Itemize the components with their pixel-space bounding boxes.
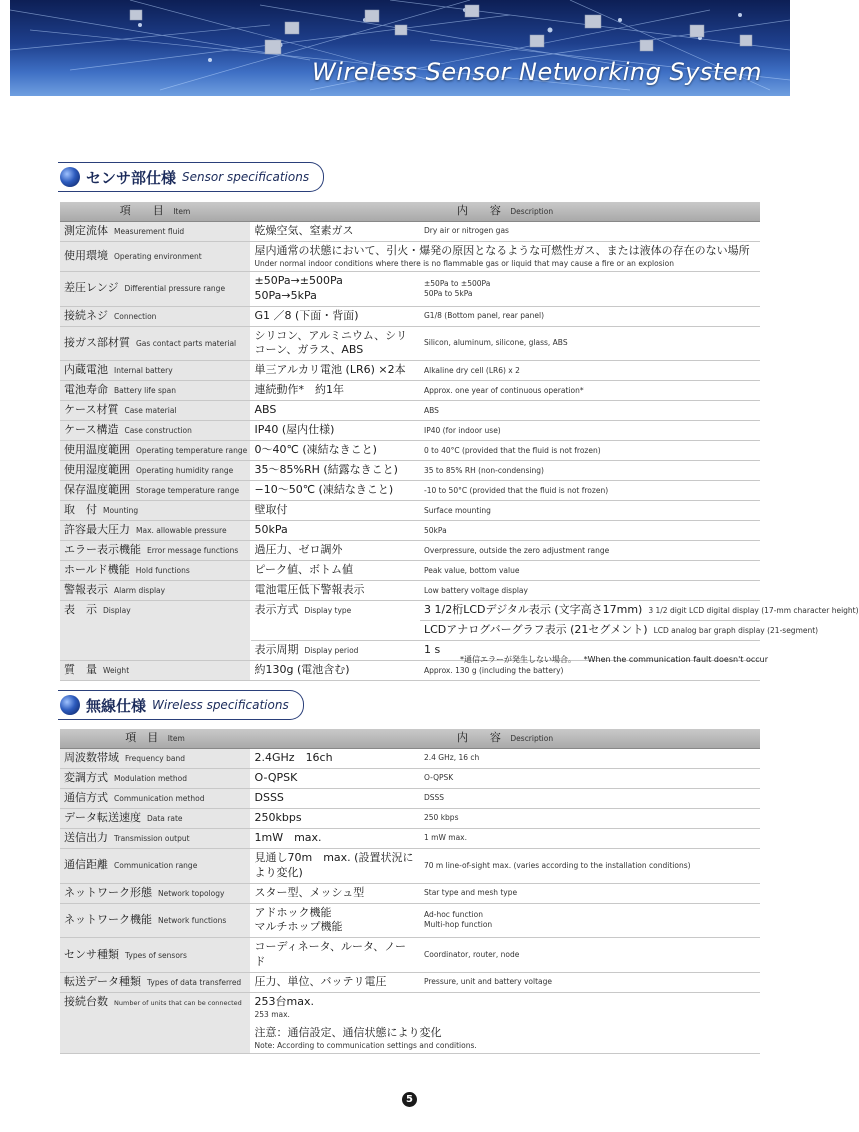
item-label-ja: 使用温度範囲 bbox=[64, 443, 130, 457]
value-en: Coordinator, router, node bbox=[424, 950, 520, 959]
item-label-en: Frequency band bbox=[125, 753, 185, 763]
item-label-en: Differential pressure range bbox=[124, 284, 226, 294]
value-ja-2: 50Pa→5kPa bbox=[254, 288, 317, 302]
item-label-en: Mounting bbox=[103, 506, 139, 516]
table-row bbox=[60, 401, 760, 421]
table-row bbox=[60, 521, 760, 541]
section-title-en: Wireless specifications bbox=[152, 698, 289, 712]
note-en: Note: According to communication settings and conditions. bbox=[254, 1040, 477, 1050]
table-row bbox=[60, 883, 760, 903]
item-label-en: Weight bbox=[103, 666, 130, 676]
col-item-header bbox=[60, 202, 250, 221]
table-row bbox=[60, 828, 760, 848]
item-cell bbox=[60, 401, 250, 421]
value-cell-ja bbox=[250, 481, 420, 501]
item-label-ja: 周波数帯域 bbox=[64, 750, 119, 764]
value-cell-en bbox=[420, 581, 760, 601]
value-cell-en bbox=[420, 808, 760, 828]
value-cell-en bbox=[420, 501, 760, 521]
wireless-spec-table bbox=[60, 729, 760, 1054]
table-row bbox=[60, 441, 760, 461]
display-value-en: LCD analog bar graph display (21-segment) bbox=[653, 626, 819, 636]
display-value-en: 3 1/2 digit LCD digital display (17-mm character height) bbox=[648, 606, 859, 616]
value-en: DSSS bbox=[424, 793, 445, 803]
value-cell-en bbox=[420, 326, 760, 361]
value-ja: ±50Pa→±500Pa bbox=[254, 273, 343, 287]
value-cell-en bbox=[420, 441, 760, 461]
value-cell-en bbox=[420, 381, 760, 401]
value-en: 2.4 GHz, 16 ch bbox=[424, 753, 480, 763]
value-cell-en bbox=[420, 421, 760, 441]
value-cell-en bbox=[420, 561, 760, 581]
value-en: Dry air or nitrogen gas bbox=[424, 226, 509, 236]
item-cell bbox=[60, 992, 250, 1053]
table-row bbox=[60, 768, 760, 788]
display-type-value-1 bbox=[420, 601, 859, 621]
item-cell bbox=[60, 521, 250, 541]
item-label-en: Operating humidity range bbox=[136, 466, 234, 476]
item-label-ja: 質 量 bbox=[64, 663, 97, 677]
value-en: Pressure, unit and battery voltage bbox=[424, 977, 552, 987]
col-desc-en: Description bbox=[510, 734, 554, 743]
item-label-ja: エラー表示機能 bbox=[64, 543, 141, 557]
sensor-section-heading bbox=[58, 162, 324, 192]
item-cell bbox=[60, 381, 250, 401]
page-number: 5 bbox=[402, 1092, 417, 1107]
item-label-ja: 接続ネジ bbox=[64, 308, 108, 322]
item-cell bbox=[60, 972, 250, 992]
value-ja: 約130g (電池含む) bbox=[250, 661, 420, 681]
item-label-en: Alarm display bbox=[114, 586, 166, 596]
display-period-label bbox=[250, 641, 420, 661]
table-row bbox=[60, 581, 760, 601]
col-desc-en: Description bbox=[510, 207, 554, 216]
value-cell-en bbox=[420, 401, 760, 421]
value-ja: 250kbps bbox=[254, 810, 302, 824]
value-cell-en bbox=[420, 788, 760, 808]
globe-icon bbox=[60, 695, 80, 715]
item-cell bbox=[60, 441, 250, 461]
value-ja: 電池電圧低下警報表示 bbox=[254, 583, 365, 597]
value-cell-ja bbox=[250, 441, 420, 461]
section-title-ja: 無線仕様 bbox=[86, 696, 147, 715]
item-label-en: Operating environment bbox=[114, 251, 202, 261]
item-label-ja: センサ種類 bbox=[64, 947, 119, 961]
item-cell bbox=[60, 828, 250, 848]
table-row bbox=[60, 788, 760, 808]
value-ja: ABS bbox=[254, 403, 277, 417]
item-label-en: Communication range bbox=[114, 861, 198, 871]
value-ja: 見通し70m max. (設置状況により変化) bbox=[254, 850, 414, 879]
value-ja: 乾燥空気、窒素ガス bbox=[254, 223, 354, 237]
value-cell-en bbox=[420, 828, 760, 848]
value-ja: ピーク値、ボトム値 bbox=[254, 563, 354, 577]
table-row bbox=[60, 501, 760, 521]
item-label-en: Internal battery bbox=[114, 366, 173, 376]
value-cell-ja bbox=[250, 581, 420, 601]
value-cell-ja bbox=[250, 521, 420, 541]
value-cell-en bbox=[420, 938, 760, 973]
value-cell-ja bbox=[250, 271, 420, 306]
header-banner bbox=[10, 0, 790, 96]
value-cell-ja bbox=[250, 421, 420, 441]
value-cell-en bbox=[420, 521, 760, 541]
value-en-2: 50Pa to 5kPa bbox=[424, 288, 473, 298]
value-ja-2: マルチホップ機能 bbox=[254, 920, 343, 934]
value-cell-en bbox=[420, 848, 760, 883]
value-cell-en bbox=[420, 461, 760, 481]
col-item-ja: 項 目 bbox=[125, 731, 159, 744]
item-label-ja: 警報表示 bbox=[64, 583, 108, 597]
col-item-en: Item bbox=[173, 207, 191, 216]
item-label-en: Network functions bbox=[158, 915, 227, 925]
item-label-en: Case material bbox=[124, 406, 177, 416]
table-row bbox=[60, 972, 760, 992]
item-label-en: Data rate bbox=[147, 813, 183, 823]
value-cell-ja bbox=[250, 972, 420, 992]
item-label-en: Connection bbox=[114, 311, 157, 321]
value-en: G1/8 (Bottom panel, rear panel) bbox=[424, 310, 544, 320]
value-cell-ja bbox=[250, 903, 420, 938]
value-cell-en bbox=[420, 361, 760, 381]
item-label-ja: データ転送速度 bbox=[64, 810, 141, 824]
value-cell-en bbox=[420, 541, 760, 561]
value-ja: 単三アルカリ電池 (LR6) ×2本 bbox=[254, 363, 406, 377]
value-cell-ja bbox=[250, 461, 420, 481]
value-cell-en bbox=[420, 748, 760, 768]
item-label-ja: 取 付 bbox=[64, 503, 97, 517]
item-cell bbox=[60, 848, 250, 883]
item-label-ja: ホールド機能 bbox=[64, 563, 130, 577]
col-desc-ja: 内 容 bbox=[456, 731, 501, 744]
item-label-ja: ケース材質 bbox=[64, 403, 119, 417]
item-label-en: Battery life span bbox=[114, 386, 176, 396]
item-cell bbox=[60, 661, 250, 681]
value-cell-en bbox=[420, 221, 760, 241]
value-ja: 屋内通常の状態において、引火・爆発の原因となるような可燃性ガス、または液体の存在のない場所 bbox=[254, 243, 750, 257]
display-type-value-2 bbox=[420, 621, 819, 641]
value-en: 1 mW max. bbox=[424, 833, 467, 843]
item-label-en: Transmission output bbox=[114, 833, 190, 843]
item-label-ja: 通信方式 bbox=[64, 790, 108, 804]
table-row bbox=[60, 561, 760, 581]
table-row bbox=[60, 903, 760, 938]
value-en: Approx. one year of continuous operation* bbox=[424, 385, 584, 395]
item-label-ja: 表 示 bbox=[64, 603, 97, 617]
table-row bbox=[60, 271, 760, 306]
col-item-ja: 項 目 bbox=[119, 204, 164, 217]
display-type-ja: 表示方式 bbox=[254, 603, 299, 617]
value-ja: 50kPa bbox=[254, 523, 288, 537]
table-row bbox=[60, 241, 760, 271]
item-cell bbox=[60, 883, 250, 903]
units-value-cell bbox=[250, 992, 760, 1053]
item-label-ja: 許容最大圧力 bbox=[64, 523, 130, 537]
value-cell-ja bbox=[250, 361, 420, 381]
value-en: 35 to 85% RH (non-condensing) bbox=[424, 465, 544, 475]
item-cell bbox=[60, 561, 250, 581]
value-ja: DSSS bbox=[254, 790, 284, 804]
display-type-en: Display type bbox=[304, 606, 352, 616]
table-row bbox=[60, 421, 760, 441]
item-label-en: Communication method bbox=[114, 793, 205, 803]
value-cell-en bbox=[420, 883, 760, 903]
table-row bbox=[60, 541, 760, 561]
item-cell bbox=[60, 241, 250, 271]
value-en: Peak value, bottom value bbox=[424, 565, 520, 575]
display-value-ja: LCDアナログバーグラフ表示 (21セグメント) bbox=[424, 623, 648, 637]
item-label-en: Hold functions bbox=[135, 566, 190, 576]
item-label-ja: ネットワーク形態 bbox=[64, 885, 152, 899]
value-ja: アドホック機能 bbox=[254, 905, 332, 919]
item-label-ja: 内蔵電池 bbox=[64, 363, 108, 377]
value-en: Overpressure, outside the zero adjustment range bbox=[424, 545, 610, 555]
value-cell-ja bbox=[250, 883, 420, 903]
item-label-ja: 変調方式 bbox=[64, 770, 108, 784]
value-ja: −10～50℃ (凍結なきこと) bbox=[254, 483, 394, 497]
table-row bbox=[60, 748, 760, 768]
display-period-ja: 表示周期 bbox=[254, 643, 299, 657]
table-row bbox=[60, 601, 760, 621]
value-cell-ja bbox=[250, 808, 420, 828]
note-ja: 注意：通信設定、通信状態により変化 bbox=[254, 1025, 442, 1039]
footnote-en: *When the communication fault doesn't occur bbox=[583, 655, 768, 664]
item-cell bbox=[60, 421, 250, 441]
value-ja: 連続動作* 約1年 bbox=[254, 383, 344, 397]
value-cell-en bbox=[420, 271, 760, 306]
value-ja: 1mW max. bbox=[254, 830, 322, 844]
value-ja: G1 ／8 (下面・背面) bbox=[254, 308, 359, 322]
item-cell bbox=[60, 748, 250, 768]
value-ja: 253台max. bbox=[254, 994, 314, 1008]
table-row bbox=[60, 808, 760, 828]
display-type-label bbox=[250, 601, 420, 641]
value-cell-ja bbox=[250, 501, 420, 521]
value-ja: 35～85%RH (結露なきこと) bbox=[254, 463, 398, 477]
value-ja: コーディネータ、ルータ、ノード bbox=[254, 940, 406, 969]
table-row bbox=[60, 361, 760, 381]
table-row bbox=[60, 461, 760, 481]
value-ja: IP40 (屋内仕様) bbox=[254, 423, 335, 437]
item-label-ja: 転送データ種類 bbox=[64, 974, 141, 988]
item-label-ja: 差圧レンジ bbox=[64, 281, 119, 295]
item-label-en: Measurement fluid bbox=[114, 226, 185, 236]
item-cell bbox=[60, 361, 250, 381]
item-label-en: Modulation method bbox=[114, 773, 187, 783]
value-en: 70 m line-of-sight max. (varies according to the installation conditions) bbox=[424, 860, 691, 870]
value-cell-ja bbox=[250, 401, 420, 421]
value-cell-ja bbox=[250, 788, 420, 808]
item-cell bbox=[60, 938, 250, 973]
item-cell bbox=[60, 903, 250, 938]
item-label-ja: ネットワーク機能 bbox=[64, 912, 152, 926]
item-cell bbox=[60, 808, 250, 828]
col-desc-header bbox=[250, 202, 760, 221]
value-cell-en bbox=[420, 903, 760, 938]
value-en: 50kPa bbox=[424, 525, 447, 535]
value-cell-ja bbox=[250, 828, 420, 848]
value-en: -10 to 50°C (provided that the fluid is not frozen) bbox=[424, 485, 609, 495]
footnote-ja: *通信エラーが発生しない場合。 bbox=[460, 655, 576, 664]
col-desc-header bbox=[250, 729, 760, 748]
table-header-row bbox=[60, 729, 760, 748]
value-en: Silicon, aluminum, silicone, glass, ABS bbox=[424, 338, 568, 348]
item-label-ja: 通信距離 bbox=[64, 858, 108, 872]
table-row bbox=[60, 221, 760, 241]
section-title-ja: センサ部仕様 bbox=[86, 168, 177, 187]
item-label-ja: ケース構造 bbox=[64, 423, 119, 437]
value-cell-en bbox=[420, 481, 760, 501]
value-ja: 過圧力、ゼロ調外 bbox=[254, 543, 343, 557]
value-ja: シリコン、アルミニウム、シリコーン、ガラス、ABS bbox=[254, 328, 408, 357]
section-title-en: Sensor specifications bbox=[182, 170, 310, 184]
col-item-header bbox=[60, 729, 250, 748]
value-ja: 2.4GHz 16ch bbox=[254, 750, 333, 764]
table-row bbox=[60, 306, 760, 326]
value-cell-en bbox=[420, 306, 760, 326]
item-cell bbox=[60, 501, 250, 521]
value-cell-ja bbox=[250, 938, 420, 973]
display-period-en: Display period bbox=[304, 646, 359, 656]
value-en: IP40 (for indoor use) bbox=[424, 425, 501, 435]
item-cell bbox=[60, 581, 250, 601]
value-cell-ja bbox=[250, 306, 420, 326]
globe-icon bbox=[60, 167, 80, 187]
item-label-ja: 送信出力 bbox=[64, 830, 108, 844]
item-cell bbox=[60, 601, 250, 661]
item-label-ja: 使用湿度範囲 bbox=[64, 463, 130, 477]
item-cell bbox=[60, 221, 250, 241]
value-en: 0 to 40°C (provided that the fluid is not frozen) bbox=[424, 445, 601, 455]
item-label-en: Display bbox=[103, 606, 131, 616]
value-en-2: Multi-hop function bbox=[424, 920, 493, 930]
item-label-ja: 測定流体 bbox=[64, 223, 108, 237]
col-desc-ja: 内 容 bbox=[456, 204, 501, 217]
item-label-en: Operating temperature range bbox=[136, 446, 248, 456]
item-label-ja: 使用環境 bbox=[64, 248, 108, 262]
table-header-row bbox=[60, 202, 760, 221]
item-label-en: Gas contact parts material bbox=[136, 338, 237, 348]
wireless-section-heading bbox=[58, 690, 304, 720]
item-cell bbox=[60, 271, 250, 306]
sensor-spec-table bbox=[60, 202, 859, 681]
value-en: Approx. 130 g (including the battery) bbox=[424, 665, 564, 675]
display-period-value: 1 s bbox=[420, 641, 760, 661]
item-cell bbox=[60, 481, 250, 501]
item-cell bbox=[60, 788, 250, 808]
value-ja: 圧力、単位、バッテリ電圧 bbox=[254, 974, 387, 988]
item-label-en: Network topology bbox=[158, 888, 225, 898]
value-en: Surface mounting bbox=[424, 505, 491, 515]
table-row bbox=[60, 481, 760, 501]
sensor-footnote bbox=[460, 654, 768, 665]
value-en: ABS bbox=[424, 405, 439, 415]
value-cell-en bbox=[420, 768, 760, 788]
value-en: Low battery voltage display bbox=[424, 585, 528, 595]
value-en: Under normal indoor conditions where there is no flammable gas or liquid that may cause a fire or an explosion bbox=[254, 258, 675, 268]
value-cell-ja bbox=[250, 848, 420, 883]
item-label-en: Types of data transferred bbox=[147, 977, 242, 987]
display-value-ja: 3 1/2桁LCDデジタル表示 (文字高さ17mm) bbox=[424, 603, 643, 617]
table-row bbox=[60, 938, 760, 973]
page-title: Wireless Sensor Networking System bbox=[312, 58, 762, 86]
value-en: 253 max. bbox=[254, 1009, 290, 1019]
value-en: 250 kbps bbox=[424, 813, 459, 823]
item-label-en: Storage temperature range bbox=[136, 486, 240, 496]
item-label-ja: 接続台数 bbox=[64, 994, 108, 1008]
value-ja: 0～40℃ (凍結なきこと) bbox=[254, 443, 377, 457]
item-cell bbox=[60, 768, 250, 788]
value-ja: O-QPSK bbox=[254, 770, 298, 784]
value-cell-ja bbox=[250, 241, 760, 271]
item-label-en: Error message functions bbox=[147, 546, 239, 556]
table-row bbox=[60, 848, 760, 883]
value-cell-ja bbox=[250, 326, 420, 361]
item-label-en: Max. allowable pressure bbox=[136, 526, 227, 536]
item-label-en: Types of sensors bbox=[125, 950, 187, 960]
value-en: Ad-hoc function bbox=[424, 910, 483, 920]
value-cell-ja bbox=[250, 221, 420, 241]
item-cell bbox=[60, 541, 250, 561]
col-item-en: Item bbox=[167, 734, 185, 743]
value-cell-ja bbox=[250, 748, 420, 768]
item-label-ja: 保存温度範囲 bbox=[64, 483, 130, 497]
item-label-ja: 接ガス部材質 bbox=[64, 335, 130, 349]
value-cell-en bbox=[420, 972, 760, 992]
value-en: Alkaline dry cell (LR6) x 2 bbox=[424, 365, 520, 375]
value-ja: 壁取付 bbox=[254, 503, 288, 517]
table-row bbox=[60, 326, 760, 361]
value-cell-ja bbox=[250, 768, 420, 788]
item-cell bbox=[60, 306, 250, 326]
value-cell-ja bbox=[250, 561, 420, 581]
item-label-en: Number of units that can be connected bbox=[114, 998, 242, 1007]
value-en: Star type and mesh type bbox=[424, 887, 518, 897]
value-en: ±50Pa to ±500Pa bbox=[424, 278, 491, 288]
item-cell bbox=[60, 461, 250, 481]
value-en: O-QPSK bbox=[424, 773, 454, 783]
value-cell-ja bbox=[250, 381, 420, 401]
value-cell-ja bbox=[250, 541, 420, 561]
item-label-en: Case construction bbox=[124, 426, 192, 436]
table-row bbox=[60, 992, 760, 1053]
table-row bbox=[60, 381, 760, 401]
item-label-ja: 電池寿命 bbox=[64, 383, 108, 397]
value-ja: スター型、メッシュ型 bbox=[254, 885, 365, 899]
item-cell bbox=[60, 326, 250, 361]
